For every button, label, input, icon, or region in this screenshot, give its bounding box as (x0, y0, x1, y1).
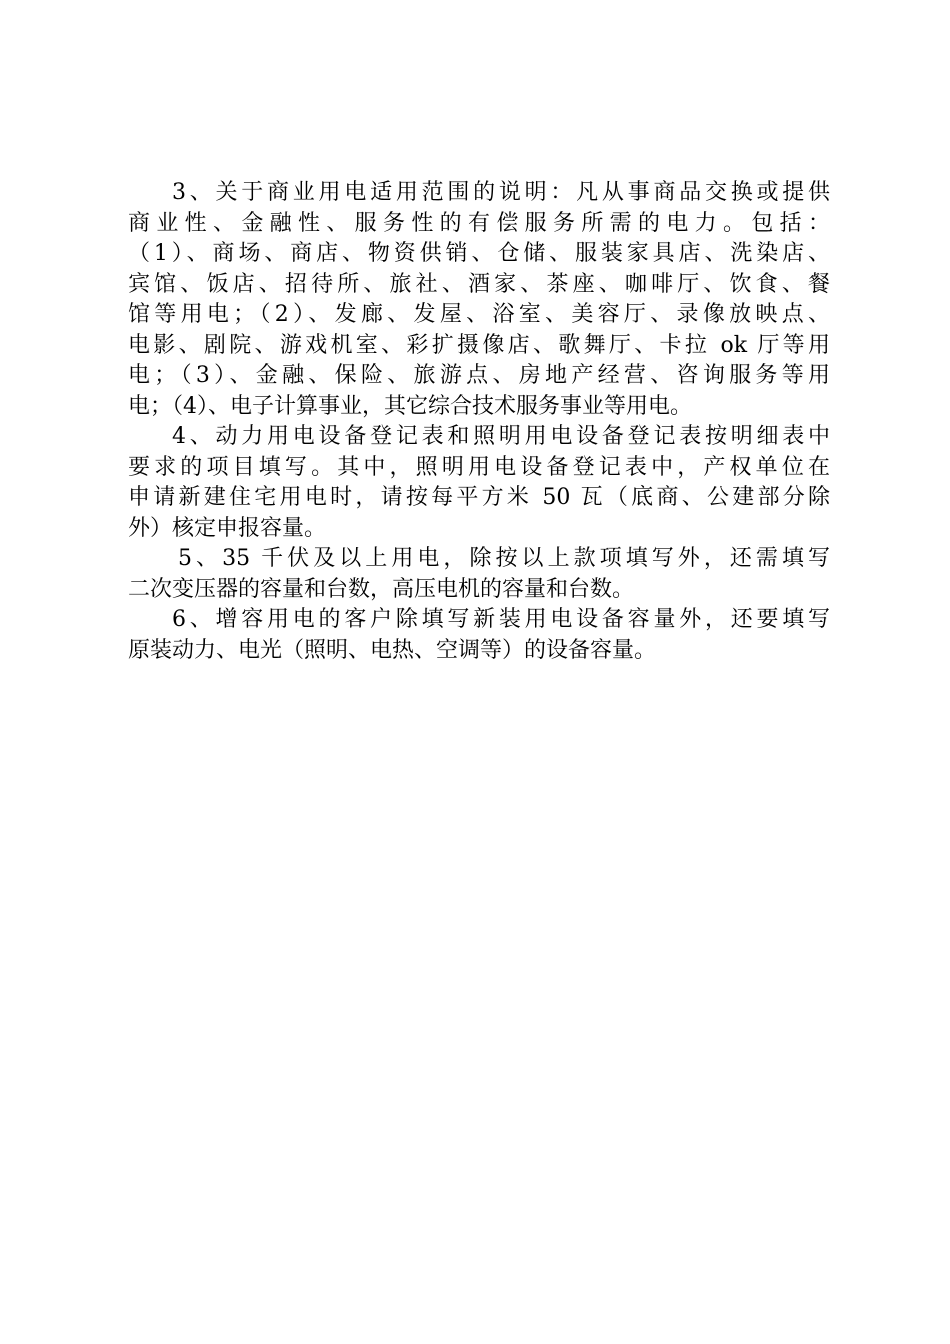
text-line: 电影、剧院、游戏机室、彩扩摄像店、歌舞厅、卡拉 ok 厅等用 (128, 332, 830, 358)
text-line: 原装动力、电光（照明、电热、空调等）的设备容量。 (128, 637, 657, 663)
text-line: 馆等用电；（2）、发廊、发屋、浴室、美容厅、录像放映点、 (128, 302, 830, 327)
paragraph-item-6 (128, 605, 830, 666)
text-line: 5、35 千伏及以上用电，除按以上款项填写外，还需填写 (178, 546, 830, 571)
text-line: 电；（3）、金融、保险、旅游点、房地产经营、咨询服务等用 (128, 363, 830, 388)
text-line: 3、关于商业用电适用范围的说明：凡从事商品交换或提供 (172, 180, 830, 205)
document-body (128, 178, 830, 666)
paragraph-item-5 (128, 544, 830, 605)
text-line: （1）、商场、商店、物资供销、仓储、服装家具店、洗染店、 (128, 241, 830, 266)
text-line: 要求的项目填写。其中，照明用电设备登记表中，产权单位在 (128, 454, 830, 480)
paragraph-item-3 (128, 178, 830, 422)
text-line: 4、动力用电设备登记表和照明用电设备登记表按明细表中 (172, 424, 830, 449)
text-line: 申请新建住宅用电时，请按每平方米 50 瓦（底商、公建部分除 (128, 485, 830, 510)
text-line: 宾馆、饭店、招待所、旅社、酒家、茶座、咖啡厅、饮食、餐 (128, 271, 830, 297)
text-line: 二次变压器的容量和台数，高压电机的容量和台数。 (128, 576, 635, 602)
text-line: 商业性、金融性、服务性的有偿服务所需的电力。包括： (128, 210, 830, 236)
text-line: 外）核定申报容量。 (128, 515, 327, 541)
text-line: 电；（4）、电子计算事业，其它综合技术服务事业等用电。 (128, 393, 692, 419)
paragraph-item-4 (128, 422, 830, 544)
text-line: 6、增容用电的客户除填写新装用电设备容量外，还要填写 (172, 607, 830, 632)
